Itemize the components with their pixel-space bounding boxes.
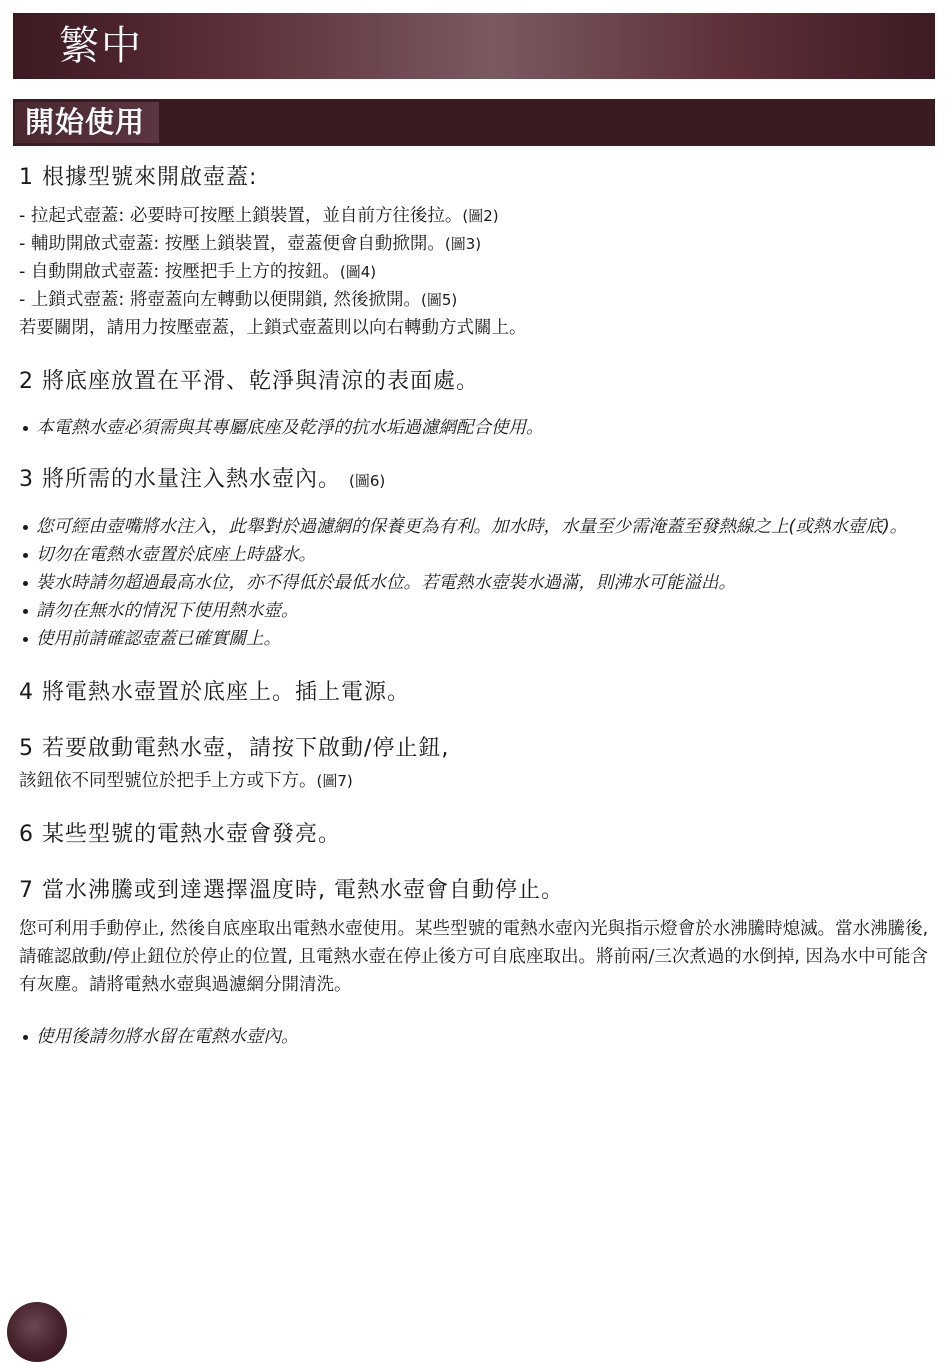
note-item: 請勿在無水的情況下使用熱水壺。 [19, 597, 931, 625]
figure-ref: (圖2) [462, 207, 499, 225]
note-item: 裝水時請勿超過最高水位，亦不得低於最低水位。若電熱水壺裝水過滿，則沸水可能溢出。 [19, 569, 931, 597]
page-marker-circle [7, 1302, 67, 1362]
step-3-heading: 3 將所需的水量注入熱水壺內。 (圖6) [19, 467, 386, 492]
step-5-body: 該鈕依不同型號位於把手上方或下方。(圖7) [19, 771, 353, 791]
step-5-heading: 5 若要啟動電熱水壺，請按下啟動/停止鈕, [19, 736, 450, 761]
figure-ref: (圖6) [349, 472, 386, 490]
instructions-content [19, 160, 931, 1051]
step-7-heading: 7 當水沸騰或到達選擇溫度時, 電熱水壺會自動停止。 [19, 878, 564, 903]
step-1-line-1: - 拉起式壺蓋: 必要時可按壓上鎖裝置，並自前方往後拉。(圖2) [19, 206, 499, 226]
note-item: 使用後請勿將水留在電熱水壺內。 [19, 1023, 931, 1051]
note-item: 使用前請確認壺蓋已確實關上。 [19, 625, 931, 653]
step-3-notes [19, 513, 931, 653]
step-1-line-2: - 輔助開啟式壺蓋: 按壓上鎖裝置，壺蓋便會自動掀開。(圖3) [19, 234, 482, 254]
note-item: 您可經由壺嘴將水注入，此舉對於過濾網的保養更為有利。加水時，水量至少需淹蓋至發熱線之上(或熱水壺底)。 [19, 513, 931, 541]
section-title-box [15, 102, 159, 143]
step-2-notes [19, 414, 931, 442]
step-6-heading: 6 某些型號的電熱水壺會發亮。 [19, 822, 341, 847]
figure-ref: (圖5) [420, 291, 458, 309]
step-1-line-5: 若要關閉，請用力按壓壺蓋，上鎖式壺蓋則以向右轉動方式關上。 [19, 318, 527, 338]
note-item: 切勿在電熱水壺置於底座上時盛水。 [19, 541, 931, 569]
figure-ref: (圖3) [444, 235, 482, 253]
language-banner [13, 13, 935, 79]
section-title-bar [13, 99, 935, 146]
step-1-line-3: - 自動開啟式壺蓋: 按壓把手上方的按鈕。(圖4) [19, 262, 377, 282]
step-4-heading: 4 將電熱水壺置於底座上。插上電源。 [19, 680, 410, 705]
step-7-notes [19, 1023, 931, 1051]
step-1-line-4: - 上鎖式壺蓋: 將壺蓋向左轉動以便開鎖, 然後掀開。(圖5) [19, 290, 458, 310]
step-2-heading: 2 將底座放置在平滑、乾淨與清涼的表面處。 [19, 369, 479, 394]
figure-ref: (圖7) [316, 772, 353, 790]
step-1-heading: 1 根據型號來開啟壺蓋: [19, 165, 258, 190]
figure-ref: (圖4) [339, 263, 377, 281]
section-title: 開始使用 [25, 105, 146, 139]
step-7-body: 您可利用手動停止, 然後自底座取出電熱水壺使用。某些型號的電熱水壺內光與指示燈會於水沸騰時熄滅。當水沸騰後, 請確認啟動/停止鈕位於停止的位置, 且電熱水壺在停止後方可自底座取出。將前兩/三次煮過的水倒掉, 因為水中可能含有灰塵。請將電熱水壺與過濾網分開清洗。 [19, 919, 929, 995]
language-label: 繁中 [59, 23, 143, 69]
note-item: 本電熱水壺必須需與其專屬底座及乾淨的抗水垢過濾網配合使用。 [19, 414, 931, 442]
